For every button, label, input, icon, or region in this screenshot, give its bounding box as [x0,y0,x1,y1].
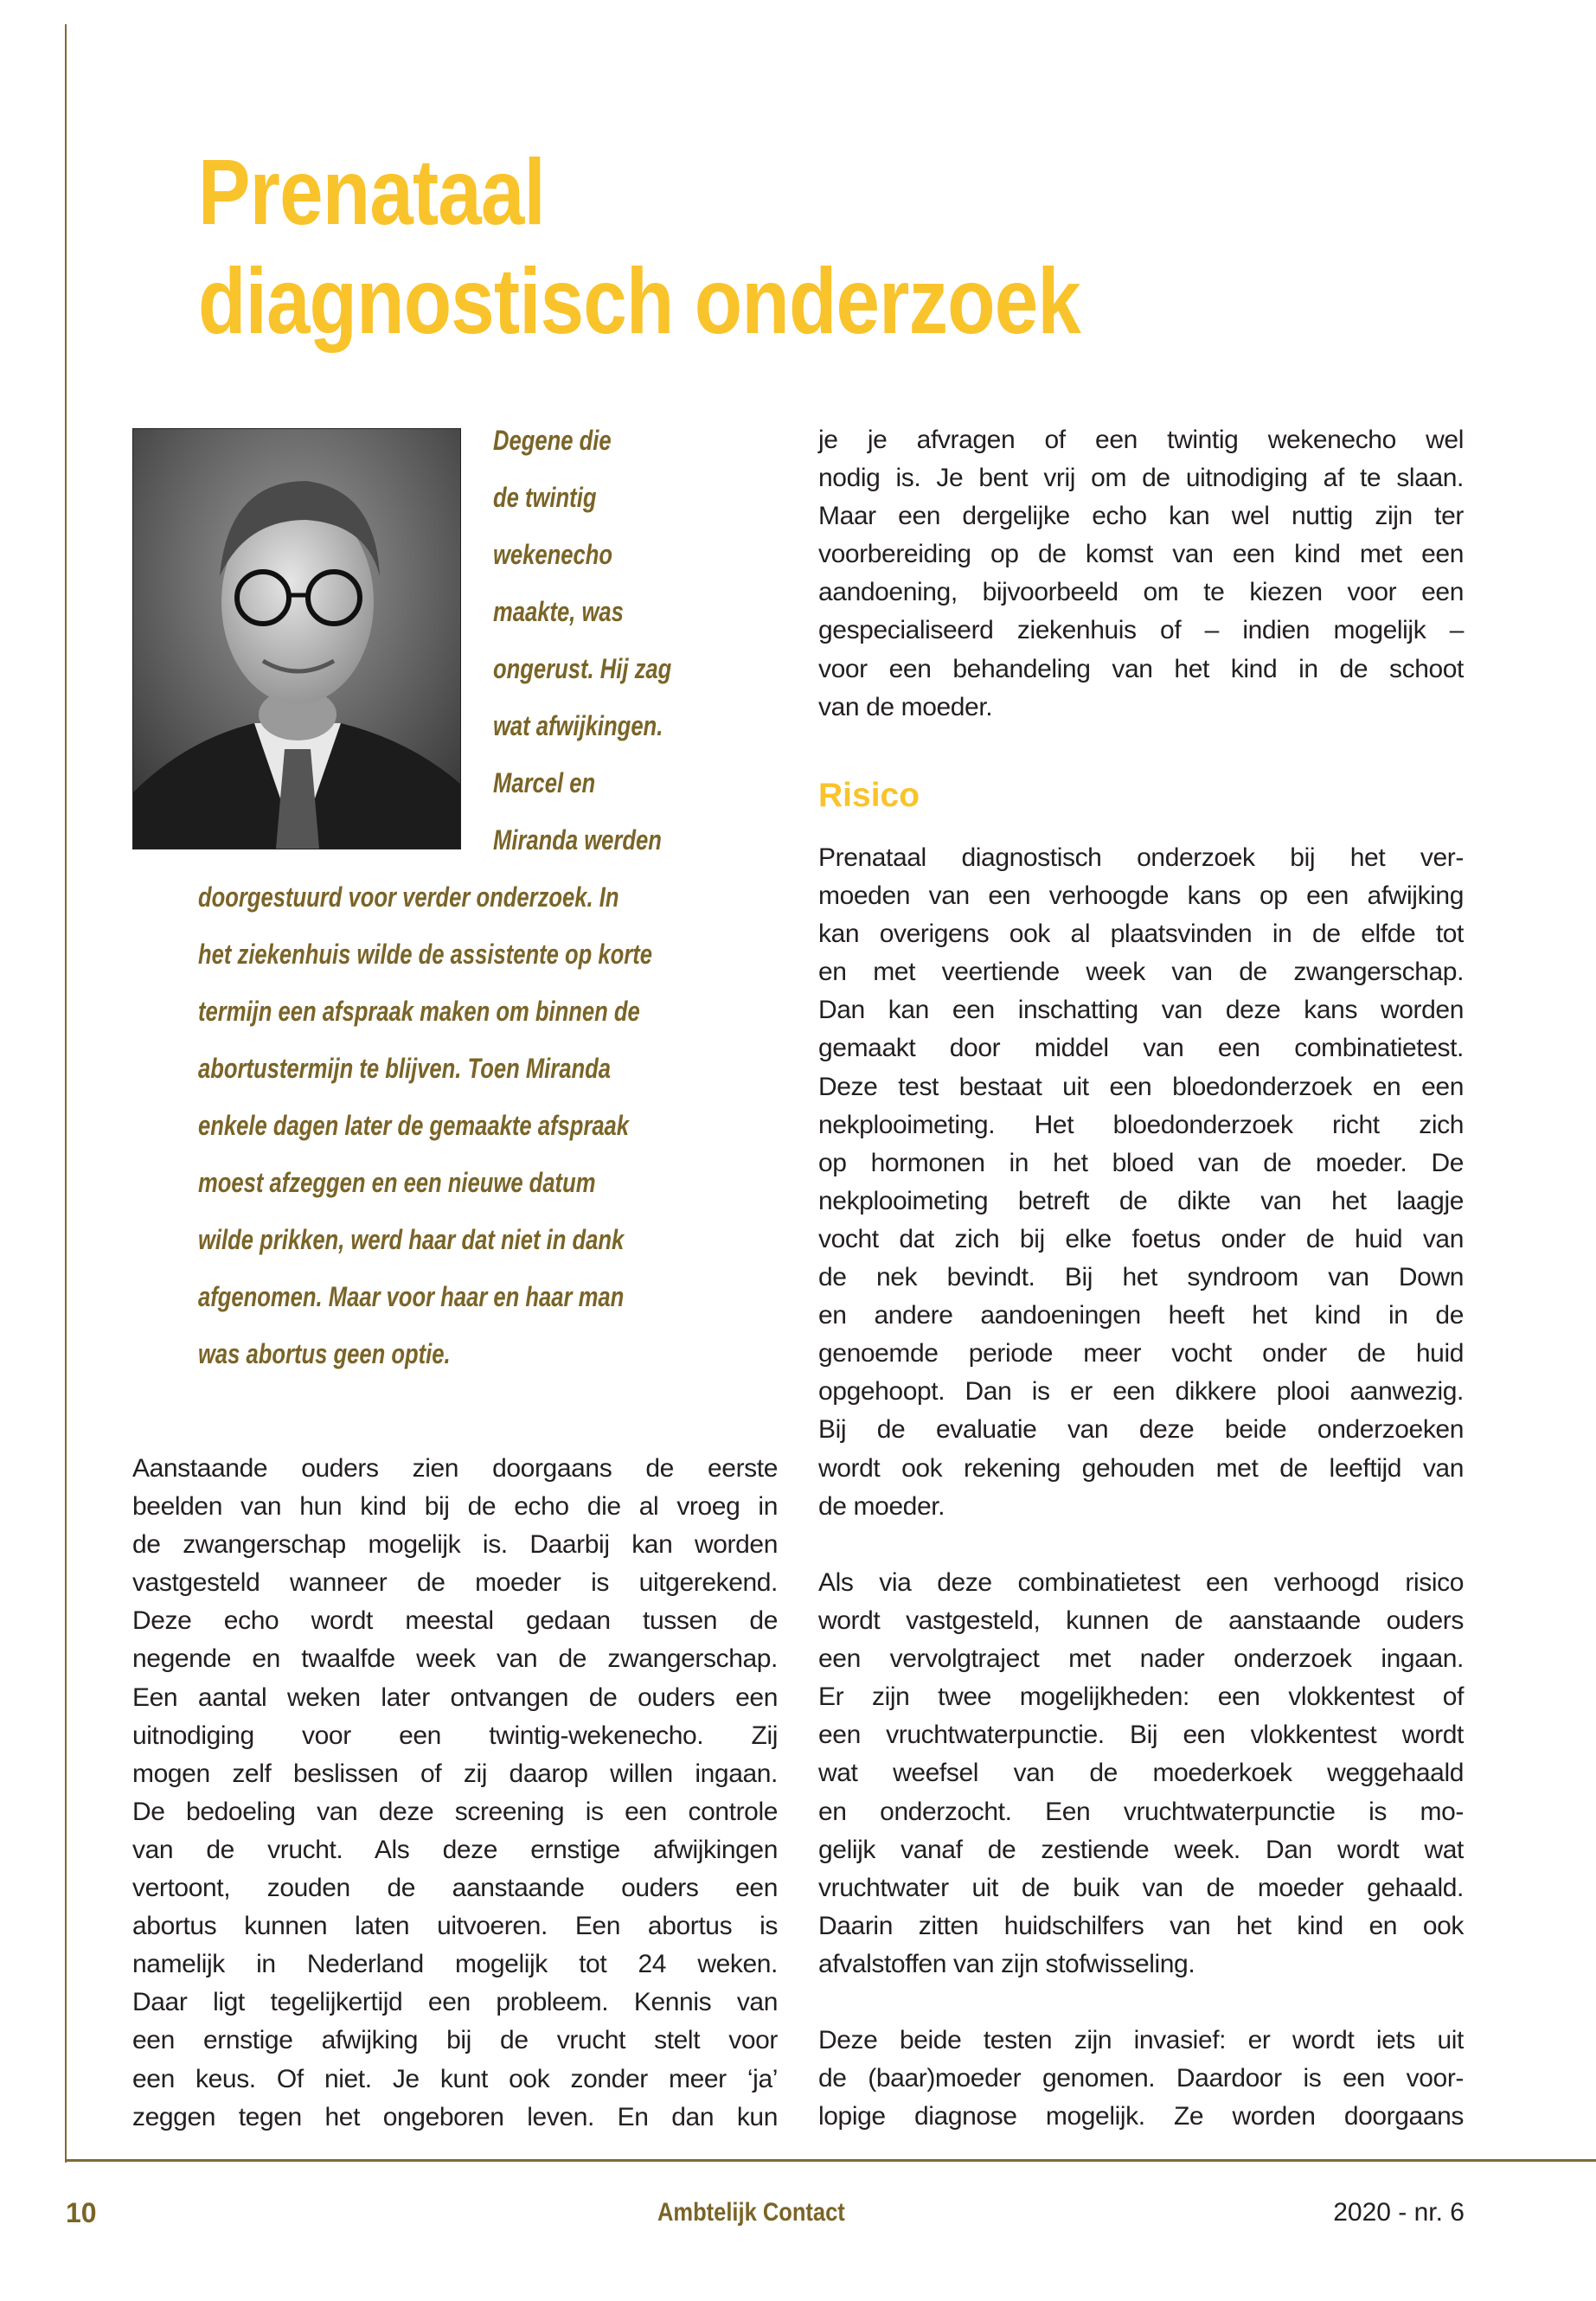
text-line: negende en twaalfde week van de zwangerschap. [132,1644,778,1674]
article-title-line-1: Prenataal [198,139,545,244]
pull-quote-line: abortustermijn te blijven. Toen Miranda [198,1053,611,1084]
text-line: de zwangerschap mogelijk is. Daarbij kan worden [132,1530,778,1560]
text-line: Daarin zitten huidschilfers van het kind en ook [818,1911,1464,1940]
pull-quote-line: Degene die [493,425,612,456]
text-line: gelijk vanaf de zestiende week. Dan wordt wat [818,1835,1464,1864]
pull-quote-line: wat afwijkingen. [493,710,663,741]
text-line: abortus kunnen laten uitvoeren. Een abortus is [132,1912,778,1941]
text-line: nodig is. Je bent vrij om de uitnodiging af te slaan. [818,464,1464,493]
text-line: de nek bevindt. Bij het syndroom van Down [818,1263,1464,1292]
text-line: een vervolgtraject met nader onderzoek ingaan. [818,1644,1464,1674]
text-line: Bij de evaluatie van deze beide onderzoeken [818,1415,1464,1445]
pull-quote-line: moest afzeggen en een nieuwe datum [198,1167,596,1198]
pull-quote-line: Miranda werden [493,824,662,856]
text-line: Aanstaande ouders zien doorgaans de eerste [132,1454,778,1483]
text-line: genoemde periode meer vocht onder de huid [818,1339,1464,1368]
body-paragraph [818,839,1464,1526]
text-line: opgehoopt. Dan is er een dikkere plooi aanwezig. [818,1377,1464,1407]
pull-quote-line: ongerust. Hij zag [493,653,672,684]
text-line: voorbereiding op de komst van een kind met een [818,540,1464,569]
text-line: vocht dat zich bij elke foetus onder de huid van [818,1224,1464,1253]
text-line: een keus. Of niet. Je kunt ook zonder meer ‘ja’ [132,2064,778,2093]
text-line: de moeder. [818,1491,945,1521]
text-line: Deze beide testen zijn invasief: er wordt iets uit [818,2026,1464,2054]
text-line: van de moeder. [818,692,993,721]
text-line: afvalstoffen van zijn stofwisseling. [818,1949,1195,1978]
text-line: vastgesteld wanneer de moeder is uitgerekend. [132,1568,778,1598]
text-line: Deze echo wordt meestal gedaan tussen de [132,1606,778,1636]
text-line: een vruchtwaterpunctie. Bij een vlokkentest wordt [818,1721,1464,1750]
pull-quote-line: termijn een afspraak maken om binnen de [198,996,640,1027]
text-line: mogen zelf beslissen of zij daarop willen ingaan. [132,1759,778,1788]
pull-quote-line: maakte, was [493,596,624,627]
text-line: moeden van een verhoogde kans op een afwijking [818,881,1464,911]
text-line: lopige diagnose mogelijk. Ze worden doorgaans [818,2102,1464,2131]
text-line: gespecialiseerd ziekenhuis of – indien mogelijk – [818,616,1464,645]
issue-number: 2020 - nr. 6 [1333,2198,1465,2227]
text-line: Dan kan een inschatting van deze kans worden [818,996,1464,1025]
text-line: zeggen tegen het ongeboren leven. En dan kun [132,2102,778,2131]
text-line: Maar een dergelijke echo kan wel nuttig zijn ter [818,502,1464,531]
left-rule [65,24,67,2163]
text-line: Prenataal diagnostisch onderzoek bij het ver- [818,843,1464,872]
text-line: namelijk in Nederland mogelijk tot 24 weken. [132,1950,778,1979]
text-line: je je afvragen of een twintig wekenecho wel [818,426,1464,454]
text-line: beelden van hun kind bij de echo die al vroeg in [132,1492,778,1522]
page-number: 10 [66,2197,97,2228]
section-heading-risico: Risico [818,777,920,814]
text-line: wordt vastgesteld, kunnen de aanstaande ouders [818,1606,1464,1636]
text-line: voor een behandeling van het kind in de schoot [818,654,1464,683]
text-line: kan overigens ook al plaatsvinden in de elfde tot [818,920,1464,949]
text-line: uitnodiging voor een twintig-wekenecho. Zij [132,1721,778,1750]
author-portrait-photo [132,428,461,849]
pull-quote-line: wekenecho [493,539,613,570]
text-line: Daar ligt tegelijkertijd een probleem. Kennis van [132,1988,778,2017]
pull-quote-line: het ziekenhuis wilde de assistente op korte [198,939,652,970]
text-line: wat weefsel van de moederkoek weggehaald [818,1759,1464,1788]
pull-quote-line: Marcel en [493,767,596,798]
text-line: De bedoeling van deze screening is een controle [132,1797,778,1826]
text-line: op hormonen in het bloed van de moeder. De [818,1148,1464,1177]
text-line: nekplooimeting betreft de dikte van het laagje [818,1186,1464,1215]
text-line: nekplooimeting. Het bloedonderzoek richt zich [818,1110,1464,1139]
text-line: vruchtwater uit de buik van de moeder gehaald. [818,1873,1464,1902]
body-paragraph [132,1450,778,2137]
text-line: vertoont, zouden de aanstaande ouders een [132,1874,778,1903]
body-paragraph [818,1564,1464,1984]
text-line: de (baar)moeder genomen. Daardoor is een voor- [818,2064,1464,2093]
body-paragraph [818,421,1464,727]
text-line: een ernstige afwijking bij de vrucht stelt voor [132,2026,778,2055]
pull-quote-line: enkele dagen later de gemaakte afspraak [198,1110,630,1141]
pull-quote-line: de twintig [493,482,597,513]
text-line: Deze test bestaat uit een bloedonderzoek en een [818,1072,1464,1101]
text-line: van de vrucht. Als deze ernstige afwijkingen [132,1835,778,1864]
article-title-line-2: diagnostisch onderzoek [198,248,1080,353]
text-line: en onderzocht. Een vruchtwaterpunctie is mo- [818,1797,1464,1826]
text-line: Als via deze combinatietest een verhoogd risico [818,1568,1464,1597]
body-paragraph [818,2022,1464,2136]
pull-quote-line: doorgestuurd voor verder onderzoek. In [198,881,619,913]
pull-quote-line: afgenomen. Maar voor haar en haar man [198,1281,625,1312]
text-line: gemaakt door middel van een combinatietest. [818,1034,1464,1063]
publication-name: Ambtelijk Contact [657,2198,845,2227]
text-line: en andere aandoeningen heeft het kind in de [818,1301,1464,1330]
pull-quote-line: wilde prikken, werd haar dat niet in dank [198,1224,625,1255]
footer-rule [65,2159,1596,2162]
text-line: Een aantal weken later ontvangen de ouders een [132,1682,778,1712]
text-line: Er zijn twee mogelijkheden: een vlokkentest of [818,1682,1464,1712]
text-line: en met veertiende week van de zwangerschap. [818,958,1464,987]
text-line: wordt ook rekening gehouden met de leeftijd van [818,1453,1464,1483]
text-line: aandoening, bijvoorbeeld om te kiezen voor een [818,578,1464,607]
pull-quote-line: was abortus geen optie. [198,1338,451,1369]
